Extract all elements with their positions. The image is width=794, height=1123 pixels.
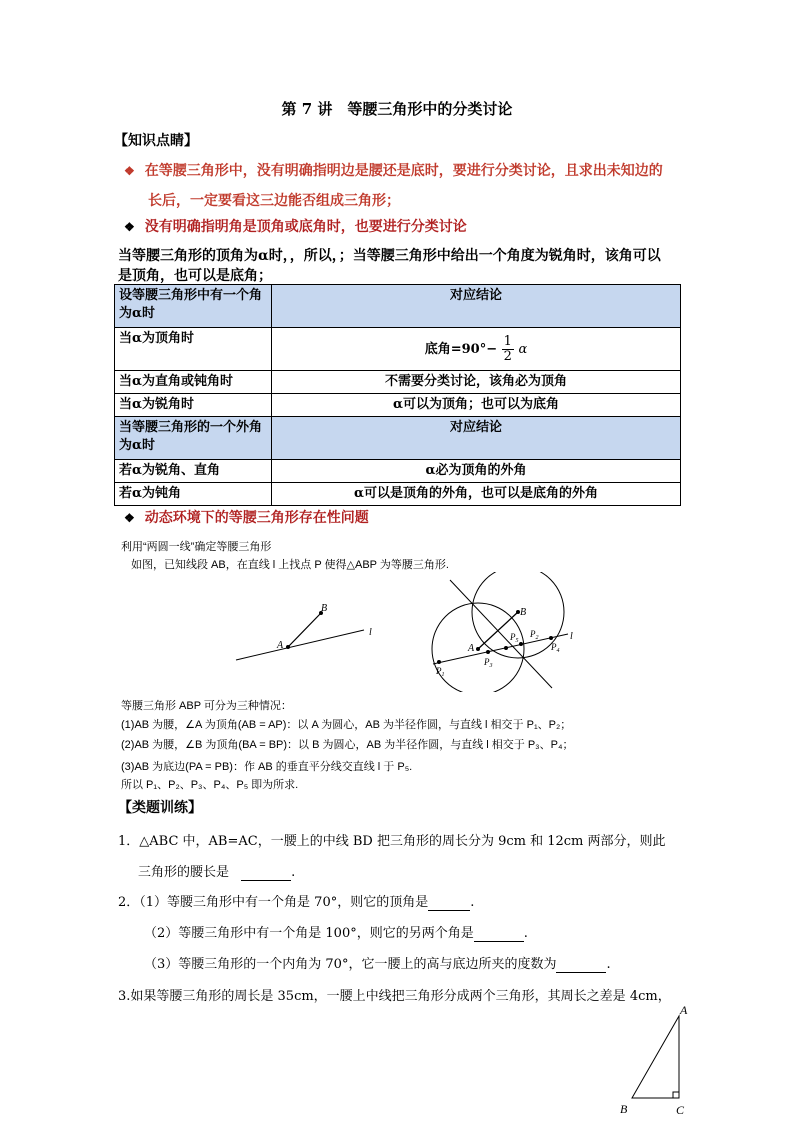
right-triangle-figure bbox=[612, 1002, 702, 1118]
question-3: 3.如果等腰三角形的周长是 35cm，一腰上中线把三角形分成两个三角形，其周长之差是 4cm， bbox=[118, 989, 671, 1004]
case-3: (3)AB 为底边(PA = PB)：作 AB 的垂直平分线交直线 l 于 P₅. bbox=[121, 761, 413, 773]
table-cell: 设等腰三角形中有一个角为α时 bbox=[115, 285, 272, 328]
bullet-2 bbox=[124, 216, 467, 236]
right-angle-mark bbox=[673, 1092, 679, 1098]
label-a: A bbox=[680, 1003, 688, 1017]
label-p5: $P_5$ bbox=[510, 632, 519, 644]
label-c: C bbox=[676, 1103, 685, 1117]
label-p3: $P_3$ bbox=[484, 657, 493, 669]
table-cell: 当α为锐角时 bbox=[115, 394, 272, 417]
label-a: A bbox=[277, 640, 284, 651]
label-b: B bbox=[321, 603, 328, 614]
label-l: l bbox=[369, 627, 372, 638]
table-row bbox=[115, 328, 681, 371]
table-cell: α可以为顶角；也可以为底角 bbox=[272, 394, 681, 417]
label-p1: $P_1$ bbox=[436, 666, 445, 678]
point-p4 bbox=[549, 636, 553, 640]
point-a bbox=[476, 647, 480, 651]
table-row bbox=[115, 417, 681, 460]
bullet-3-text: 动态环境下的等腰三角形存在性问题 bbox=[144, 510, 369, 526]
answer-blank[interactable] bbox=[474, 926, 524, 942]
point-a bbox=[286, 645, 290, 649]
table-cell: α必为顶角的外角 bbox=[272, 460, 681, 483]
table-cell: 当等腰三角形的一个外角为α时 bbox=[115, 417, 272, 460]
formula-suffix: α bbox=[518, 341, 528, 357]
fraction-numerator: 1 bbox=[503, 333, 512, 349]
table-row bbox=[115, 285, 681, 328]
fraction bbox=[502, 335, 514, 364]
table-row bbox=[115, 394, 681, 417]
formula-cell bbox=[272, 328, 681, 371]
segment-line-figure bbox=[228, 598, 388, 668]
classification-table bbox=[114, 284, 681, 506]
bullet-3 bbox=[124, 507, 369, 527]
table-cell: 当α为直角或钝角时 bbox=[115, 371, 272, 394]
point-p1 bbox=[437, 660, 441, 664]
section-practice-heading: 【类题训练】 bbox=[118, 800, 202, 816]
two-circles-one-line-figure bbox=[428, 572, 598, 692]
triangle-abc bbox=[632, 1016, 679, 1098]
label-p4: $P_4$ bbox=[551, 642, 560, 654]
case-2: (2)AB 为腰，∠B 为顶角(BA = BP)：以 B 为圆心，AB 为半径作圆，与直线 l 相交于 P₃、P₄； bbox=[121, 739, 574, 751]
question-1-line2: 三角形的腰长是 . bbox=[138, 865, 296, 880]
bullet-1-line2: 长后，一定要看这三边能否组成三角形； bbox=[148, 193, 400, 209]
question-2-1: 2．（1）等腰三角形中有一个角是 70°，则它的顶角是 . bbox=[118, 895, 475, 910]
paragraph-line2: 是顶角，也可以是底角； bbox=[118, 268, 272, 284]
question-1-line1: 1．△ABC 中，AB=AC，一腰上的中线 BD 把三角形的周长分为 9cm 和 12cm 两部分，则此 bbox=[118, 834, 666, 849]
answer-blank[interactable] bbox=[428, 895, 470, 911]
point-p2 bbox=[519, 642, 523, 646]
label-b: B bbox=[520, 607, 527, 618]
page-title: 第 7 讲 等腰三角形中的分类讨论 bbox=[281, 100, 513, 118]
bullet-1-line1: 在等腰三角形中，没有明确指明边是腰还是底时，要进行分类讨论，且求出未知边的 bbox=[144, 163, 663, 179]
figure-intro: 如图，已知线段 AB，在直线 l 上找点 P 使得△ABP 为等腰三角形. bbox=[131, 559, 449, 571]
table-cell: α可以是顶角的外角，也可以是底角的外角 bbox=[272, 483, 681, 506]
fraction-denominator: 2 bbox=[503, 348, 512, 364]
section-knowledge-heading: 【知识点睛】 bbox=[114, 133, 198, 149]
label-a: A bbox=[468, 643, 475, 654]
answer-blank[interactable] bbox=[556, 957, 606, 973]
table-cell: 当α为顶角时 bbox=[115, 328, 272, 371]
question-2-3: （3）等腰三角形的一个内角为 70°，它一腰上的高与底边所夹的度数为 . bbox=[144, 957, 611, 972]
diamond-bullet-icon: ❖ bbox=[124, 220, 135, 234]
bullet-1 bbox=[124, 160, 663, 180]
line-l bbox=[433, 634, 568, 664]
diamond-bullet-icon: ❖ bbox=[124, 164, 135, 178]
table-row bbox=[115, 483, 681, 506]
table-cell: 对应结论 bbox=[272, 417, 681, 460]
label-p2: $P_2$ bbox=[530, 629, 539, 641]
perpendicular-bisector bbox=[450, 580, 552, 688]
segment-ab bbox=[288, 613, 321, 647]
formula-prefix: 底角=90°− bbox=[424, 341, 498, 357]
table-cell: 若α为锐角、直角 bbox=[115, 460, 272, 483]
table-row bbox=[115, 371, 681, 394]
label-l: l bbox=[570, 631, 573, 642]
diamond-bullet-icon: ❖ bbox=[124, 511, 135, 525]
table-cell: 对应结论 bbox=[272, 285, 681, 328]
conclusion: 所以 P₁、P₂、P₃、P₄、P₅ 即为所求. bbox=[121, 779, 299, 791]
table-cell: 不需要分类讨论，该角必为顶角 bbox=[272, 371, 681, 394]
cases-intro: 等腰三角形 ABP 可分为三种情况： bbox=[121, 700, 292, 712]
point-p3 bbox=[486, 650, 490, 654]
table-cell: 若α为钝角 bbox=[115, 483, 272, 506]
label-b: B bbox=[620, 1102, 628, 1116]
case-1: (1)AB 为腰，∠A 为顶角(AB = AP)：以 A 为圆心，AB 为半径作圆，与直线 l 相交于 P₁、P₂； bbox=[121, 719, 572, 731]
point-p5 bbox=[504, 646, 508, 650]
bullet-2-text: 没有明确指明角是顶角或底角时，也要进行分类讨论 bbox=[144, 219, 467, 235]
answer-blank[interactable] bbox=[241, 865, 291, 881]
figure-heading: 利用“两圆一线”确定等腰三角形 bbox=[121, 541, 272, 553]
paragraph-line1: 当等腰三角形的顶角为α时，，所以，；当等腰三角形中给出一个角度为锐角时，该角可以 bbox=[118, 248, 661, 264]
question-2-2: （2）等腰三角形中有一个角是 100°，则它的另两个角是 . bbox=[144, 926, 528, 941]
table-row bbox=[115, 460, 681, 483]
